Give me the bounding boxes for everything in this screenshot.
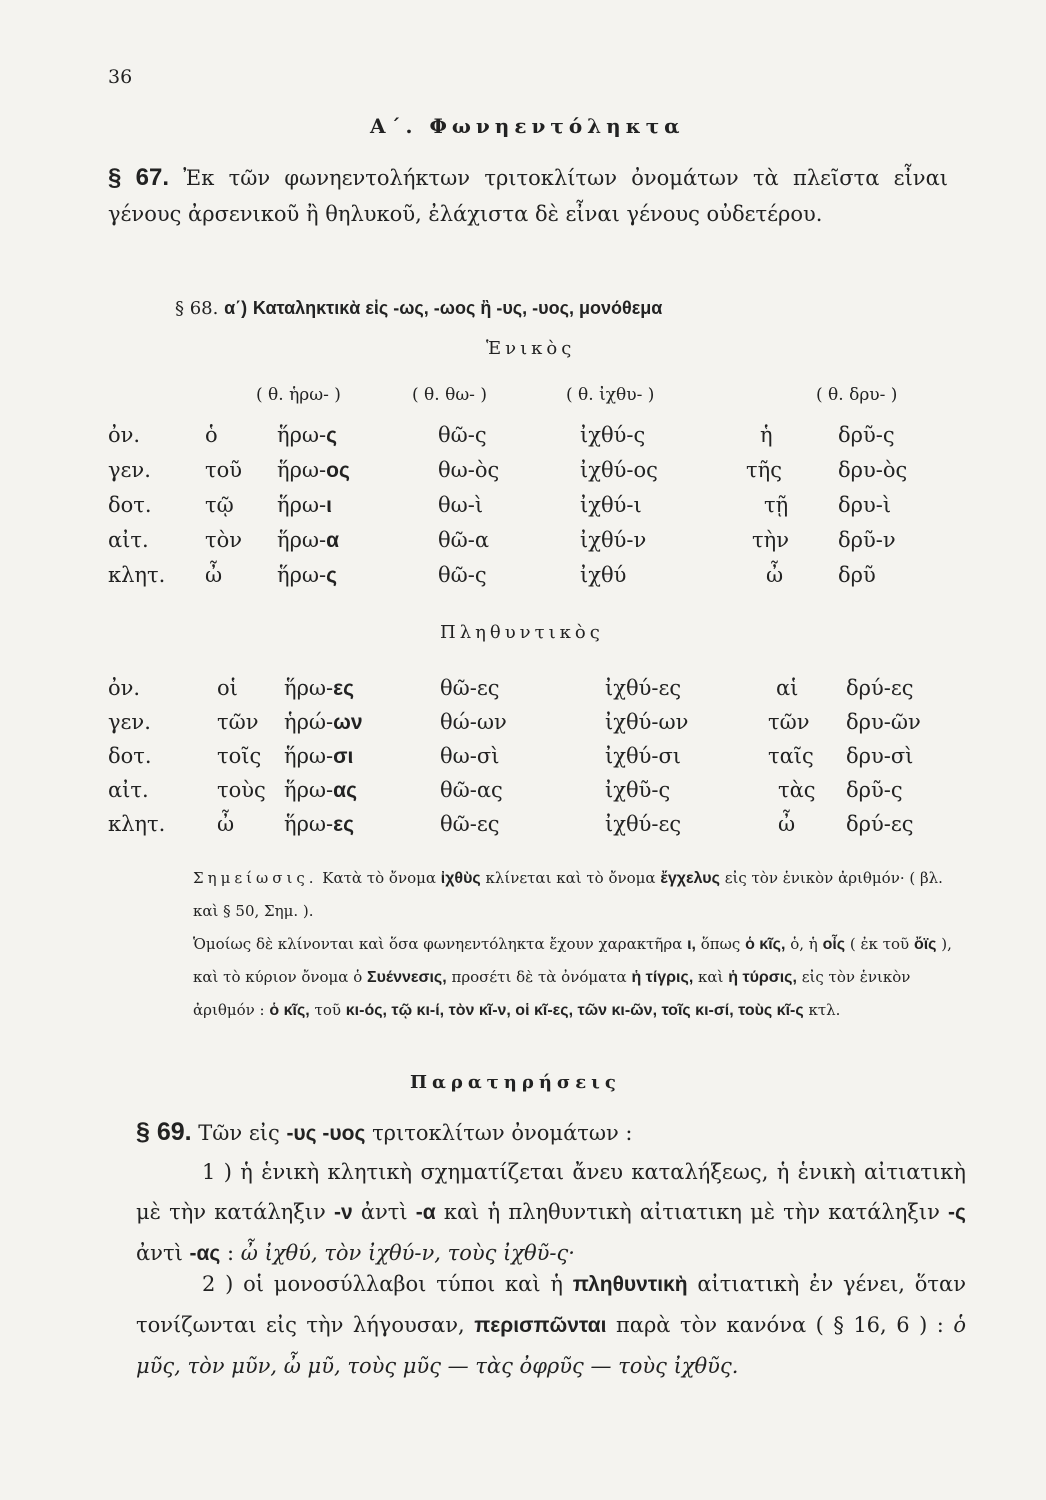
word-thos: θω-ὸς xyxy=(438,458,500,482)
note-text: κτλ. xyxy=(808,1001,841,1019)
word-heros xyxy=(284,710,363,735)
singular-title: Ἑνικὸς xyxy=(486,338,576,359)
word-ichthys: ἰχθύ xyxy=(580,563,627,587)
note-paragraph xyxy=(193,862,963,928)
note-text: εἰς τὸν ἑνικὸν ἀριθμόν : xyxy=(193,968,911,1019)
note-bold: κι-ός, τῷ κι-ί, τὸν κῖ-ν, οἱ κῖ-ες, τῶν κι-ῶν, τοῖς κι-σί, τοὺς κῖ-ς xyxy=(345,1002,804,1019)
article: ταῖς xyxy=(768,744,814,768)
article: ἡ xyxy=(760,423,773,447)
stem-part: ἥρω- xyxy=(277,458,327,482)
stem-1: ( θ. ἡρω- ) xyxy=(256,385,341,405)
stem-4: ( θ. δρυ- ) xyxy=(816,385,898,405)
word-heros xyxy=(277,563,337,588)
ending: ων xyxy=(333,711,363,734)
paragraph-text: Ἐκ τῶν φωνηεντολήκτων τριτοκλίτων ὀνομάτων τὰ πλεῖστα εἶναι γένους ἀρσενικοῦ ἢ θηλυκοῦ, ἐλάχιστα δὲ εἶναι γένους οὐδετέρου. xyxy=(108,166,948,226)
paragraph-67 xyxy=(108,160,948,232)
word-heros xyxy=(277,423,337,448)
word-drys: δρῦ-ν xyxy=(838,528,896,552)
observations-heading: Παρατηρήσεις xyxy=(410,1072,621,1093)
subsection-title: Καταληκτικὰ εἰς -ως, -ωος ἢ -υς, -υος, μονόθεμα xyxy=(252,298,663,318)
stem-part: ἥρω- xyxy=(277,493,327,517)
note-bold: ἔγχελυς xyxy=(660,870,720,887)
word-ichthys: ἰχθύ-ς xyxy=(580,423,646,447)
page-number: 36 xyxy=(108,66,133,88)
rule-bold: -ς xyxy=(948,1201,966,1224)
word-ichthys: ἰχθύ-ων xyxy=(605,710,689,734)
rule-example: ὁ μῦς, τὸν μῦν, ὦ μῦ, τοὺς μῦς — τὰς ὀφρῦς — τοὺς ἰχθῦς. xyxy=(136,1313,966,1378)
word-ichthys: ἰχθύ-ι xyxy=(580,493,642,517)
rule-1 xyxy=(136,1152,966,1274)
ending: ες xyxy=(333,813,355,836)
rule-text: 2 ) οἱ μονοσύλλαβοι τύποι καὶ ἡ xyxy=(202,1272,563,1296)
article: τὸν xyxy=(205,528,243,552)
word-ichthys: ἰχθῦ-ς xyxy=(605,778,671,802)
word-heros xyxy=(277,528,339,553)
article: τοὺς xyxy=(217,778,266,802)
stem-part: ἥρω- xyxy=(284,812,334,836)
case-label: αἰτ. xyxy=(108,778,149,802)
note-bold: ὁ κῖς, xyxy=(745,936,786,953)
stem-part: ἥρω- xyxy=(277,528,327,552)
rule-text: παρὰ τὸν κανόνα ( § 16, 6 ) : xyxy=(615,1313,944,1337)
stem-part: ἥρω- xyxy=(277,563,327,587)
ending: α xyxy=(326,529,340,552)
note-bold: ἡ τίγρις, xyxy=(631,969,694,986)
word-drys: δρῦ xyxy=(838,563,876,587)
rule-text: ἀντὶ xyxy=(360,1200,408,1224)
paragraph-text: τριτοκλίτων ὀνομάτων : xyxy=(372,1121,633,1145)
rule-bold: πληθυντικὴ xyxy=(572,1273,688,1296)
word-heros xyxy=(284,812,354,837)
rule-bold: -ν xyxy=(333,1201,353,1224)
case-label: αἰτ. xyxy=(108,528,149,552)
article: τὰς xyxy=(778,778,816,802)
note-paragraph-2 xyxy=(193,928,963,1027)
stem-3: ( θ. ἰχθυ- ) xyxy=(566,385,655,405)
note-bold: Συέννεσις, xyxy=(367,969,447,986)
word-heros xyxy=(277,493,332,518)
word-ichthys: ἰχθύ-σι xyxy=(605,744,682,768)
note-text: ( ἐκ τοῦ xyxy=(849,935,910,953)
article: ὁ xyxy=(205,423,218,447)
word-heros xyxy=(284,744,353,769)
word-thos: θώ-ων xyxy=(440,710,507,734)
word-drys: δρύ-ες xyxy=(846,676,914,700)
article: τῶν xyxy=(768,710,810,734)
ending: ος xyxy=(326,459,350,482)
article: τῆς xyxy=(746,458,782,482)
note-text: Κατὰ τὸ ὄνομα xyxy=(322,869,436,887)
note-bold: ὄϊς xyxy=(913,936,937,953)
ending: ι xyxy=(326,494,332,517)
word-thos: θῶ-ς xyxy=(438,563,487,587)
word-thos: θω-σὶ xyxy=(440,744,500,768)
article: ὦ xyxy=(205,563,223,587)
note-text: ), καὶ τὸ κύριον ὄνομα ὁ xyxy=(193,935,952,986)
note-text: Ὁμοίως δὲ κλίνονται καὶ ὅσα φωνηεντόληκτα ἔχουν χαρακτῆρα xyxy=(193,935,683,953)
section-heading: Α΄. Φωνηεντόληκτα xyxy=(370,114,685,138)
note-bold: ἡ τύρσις, xyxy=(728,969,797,986)
note-bold: οἶς xyxy=(822,936,846,953)
note-bold: ἰχθὺς xyxy=(440,870,481,887)
stem-part: ἥρω- xyxy=(284,676,334,700)
subsection-label: α΄) xyxy=(224,298,248,318)
word-heros xyxy=(284,676,354,701)
rule-text: καὶ ἡ πληθυντικὴ αἰτιατικη μὲ τὴν κατάληξιν xyxy=(443,1200,940,1224)
article: τῇ xyxy=(764,493,789,517)
ending: ς xyxy=(326,424,338,447)
paragraph-68-heading xyxy=(175,298,662,319)
word-heros xyxy=(284,778,357,803)
note-bold: ὁ κῖς, xyxy=(269,1002,310,1019)
note-text: ὅπως xyxy=(700,935,741,953)
ending: ας xyxy=(333,779,357,802)
rule-text: 1 ) ἡ ἑνικὴ κλητικὴ σχηματίζεται ἄνευ καταλήξεως, ἡ ἑνικὴ αἰτιατικὴ μὲ τὴν κατάληξιν xyxy=(136,1160,966,1224)
note-text: ὁ, ἡ xyxy=(790,935,818,953)
paragraph-text: Τῶν εἰς xyxy=(198,1121,280,1145)
stem-part: ἥρω- xyxy=(284,778,334,802)
ending: σι xyxy=(333,745,354,768)
word-ichthys: ἰχθύ-ες xyxy=(605,676,682,700)
note-text: εἰς τὸν ἑνικὸν ἀριθμόν· ( βλ. καὶ § 50, Σημ. ). xyxy=(193,869,943,920)
word-heros xyxy=(277,458,350,483)
article: ὦ xyxy=(778,812,796,836)
case-label: γεν. xyxy=(108,458,151,482)
rule-2 xyxy=(136,1264,966,1386)
article: ὦ xyxy=(766,563,784,587)
rule-bold: -α xyxy=(415,1201,436,1224)
word-thos: θῶ-α xyxy=(438,528,490,552)
word-drys: δρυ-ὸς xyxy=(838,458,908,482)
paragraph-69 xyxy=(136,1112,966,1154)
case-label: κλητ. xyxy=(108,563,166,587)
case-label: γεν. xyxy=(108,710,151,734)
note-text: προσέτι δὲ τὰ ὀνόματα xyxy=(451,968,627,986)
plural-title: Πληθυντικὸς xyxy=(440,622,604,643)
ending: ς xyxy=(326,564,338,587)
article: τοῖς xyxy=(217,744,262,768)
rule-bold: περισπῶνται xyxy=(474,1314,607,1337)
word-thos: θῶ-ς xyxy=(438,423,487,447)
note-text: τοῦ xyxy=(314,1001,341,1019)
note-label: Σημείωσις. xyxy=(193,869,318,887)
ending: ες xyxy=(333,677,355,700)
word-ichthys: ἰχθύ-ν xyxy=(580,528,647,552)
note-bold: ι, xyxy=(687,936,696,953)
rule-bold: -ας xyxy=(189,1242,221,1265)
stem-part: ἥρω- xyxy=(277,423,327,447)
word-thos: θῶ-ες xyxy=(440,676,500,700)
article: τὴν xyxy=(752,528,789,552)
case-label: κλητ. xyxy=(108,812,166,836)
article: οἱ xyxy=(217,676,238,700)
article: τῶν xyxy=(217,710,259,734)
stem-2: ( θ. θω- ) xyxy=(412,385,487,405)
article: αἱ xyxy=(776,676,799,700)
word-ichthys: ἰχθύ-ες xyxy=(605,812,682,836)
rule-text: αἰτιατικὴ ἐν γένει, ὅταν τονίζωνται εἰς τὴν λήγουσαν, xyxy=(136,1272,966,1337)
article: ὦ xyxy=(217,812,235,836)
article: τῷ xyxy=(205,493,234,517)
case-label: δοτ. xyxy=(108,744,152,768)
stem-part: ἡρώ- xyxy=(284,710,334,734)
word-thos: θω-ὶ xyxy=(438,493,484,517)
stem-part: ἥρω- xyxy=(284,744,334,768)
article: τοῦ xyxy=(205,458,243,482)
case-label: ὀν. xyxy=(108,423,141,447)
word-thos: θῶ-ες xyxy=(440,812,500,836)
word-ichthys: ἰχθύ-ος xyxy=(580,458,658,482)
section-number: § 69. xyxy=(136,1118,192,1146)
word-drys: δρυ-σὶ xyxy=(846,744,914,768)
word-drys: δρύ-ες xyxy=(846,812,914,836)
case-label: δοτ. xyxy=(108,493,152,517)
word-drys: δρῦ-ς xyxy=(838,423,895,447)
note-text: κλίνεται καὶ τὸ ὄνομα xyxy=(485,869,656,887)
section-number: § 68. xyxy=(175,298,219,319)
word-drys: δρῦ-ς xyxy=(846,778,903,802)
rule-text: ἀντὶ xyxy=(136,1241,183,1265)
case-label: ὀν. xyxy=(108,676,141,700)
word-drys: δρυ-ῶν xyxy=(846,710,921,734)
word-thos: θῶ-ας xyxy=(440,778,503,802)
section-number: § 67. xyxy=(108,164,169,191)
note-text: καὶ xyxy=(698,968,724,986)
rule-example: ὦ ἰχθύ, τὸν ἰχθύ-ν, τοὺς ἰχθῦ-ς· xyxy=(240,1241,575,1265)
rule-text: : xyxy=(227,1241,235,1265)
paragraph-bold: -υς -υος xyxy=(286,1122,366,1145)
word-drys: δρυ-ὶ xyxy=(838,493,892,517)
